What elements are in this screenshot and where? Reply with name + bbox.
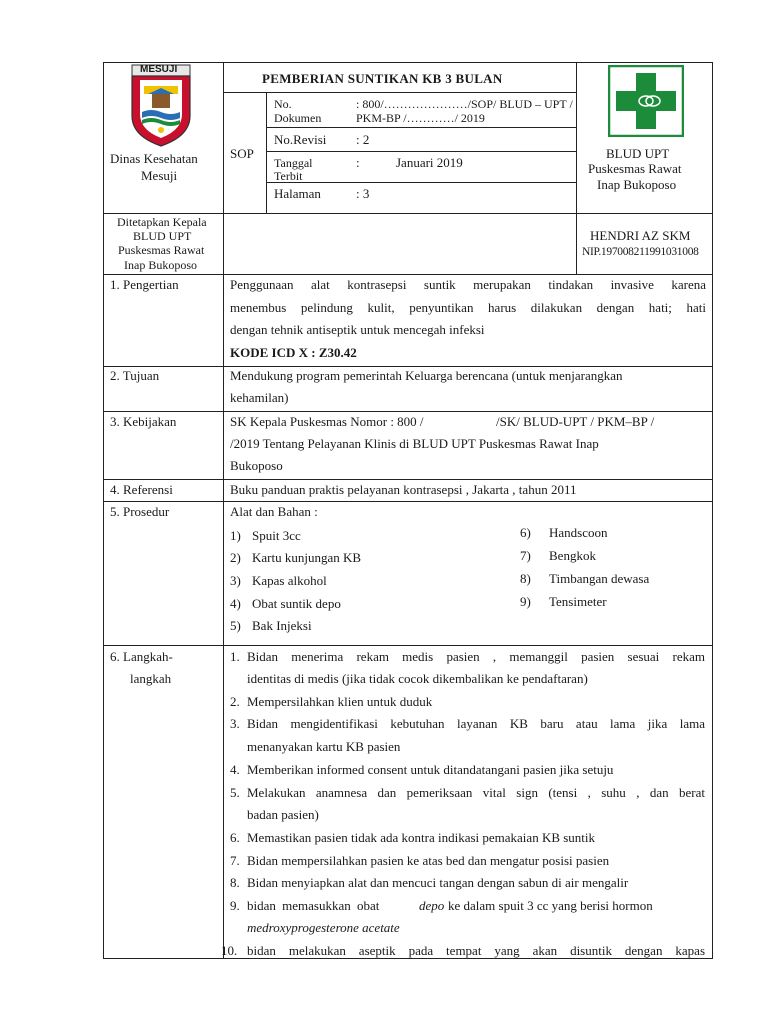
header-divider <box>223 92 576 93</box>
tanggal-label: Tanggal <box>274 156 313 170</box>
tool-item: Tensimeter <box>549 594 607 609</box>
step-text: Bidan mengidentifikasi kebutuhan layanan KB baru atau lama jika lama <box>247 716 705 731</box>
step-text: Bidan menerima rekam medis pasien , memanggil pasien sesuai rekam <box>247 649 705 664</box>
pengertian-text-line: dengan tehnik antiseptik untuk mencegah infeksi <box>230 322 485 337</box>
tanggal-value: Januari 2019 <box>396 155 463 170</box>
step-number: 9. <box>230 898 240 913</box>
step-number: 8. <box>230 875 240 890</box>
step-text: Memberikan informed consent untuk ditandatangani pasien jika setuju <box>247 762 614 777</box>
revisi-value: : 2 <box>356 132 370 147</box>
doc-no-label-2: Dokumen <box>274 111 322 125</box>
org-name-line2: Puskesmas Rawat <box>588 161 682 176</box>
ditetapkan-line4: Inap Bukoposo <box>124 258 197 272</box>
step-number: 1. <box>230 649 240 664</box>
tool-item: Handscoon <box>549 525 608 540</box>
step-number: 3. <box>230 716 240 731</box>
step-text: Bidan mempersilahkan pasien ke atas bed dan mengatur posisi pasien <box>247 853 610 868</box>
row-divider <box>103 213 713 214</box>
tool-item: Bengkok <box>549 548 596 563</box>
step-text: Bidan menyiapkan alat dan mencuci tangan dengan sabun di air mengalir <box>247 875 629 890</box>
tool-num: 6) <box>520 525 531 540</box>
kebijakan-text-part: SK Kepala Puskesmas Nomor : 800 / <box>230 414 424 429</box>
step-number: 6. <box>230 830 240 845</box>
org-name-line1: BLUD UPT <box>606 146 670 161</box>
tool-num: 9) <box>520 594 531 609</box>
ditetapkan-line1: Ditetapkan Kepala <box>117 215 207 229</box>
official-nip: NIP.197008211991031008 <box>582 246 699 258</box>
step-text: badan pasien) <box>247 807 319 822</box>
step-text-part: bidan memasukkan obat <box>247 898 380 913</box>
step-text: identitas di medis (jika tidak cocok dikembalikan ke pendaftaran) <box>247 671 588 686</box>
row-divider <box>266 127 576 128</box>
step-text: bidan melakukan aseptik pada tempat yang akan disuntik dengan kapas <box>247 943 705 958</box>
revisi-label: No.Revisi <box>274 132 327 147</box>
dept-name-line1: Dinas Kesehatan <box>110 151 198 166</box>
row-divider <box>103 479 713 480</box>
kebijakan-text-line: Bukoposo <box>230 458 283 473</box>
row-divider <box>103 366 713 367</box>
tool-item: Bak Injeksi <box>252 618 312 633</box>
tanggal-colon: : <box>356 155 360 170</box>
tool-num: 7) <box>520 548 531 563</box>
section-label-prosedur: 5. Prosedur <box>110 504 170 519</box>
tool-num: 5) <box>230 618 241 633</box>
step-number: 7. <box>230 853 240 868</box>
step-number: 5. <box>230 785 240 800</box>
tool-item: Obat suntik depo <box>252 596 341 611</box>
table-border-top <box>103 62 713 63</box>
pengertian-text-line: menembus pelindung kulit, penyuntikan harus dilakukan dengan hati; hati <box>230 300 706 315</box>
step-text: Melakukan anamnesa dan pemeriksaan vital sign (tensi , suhu , dan berat <box>247 785 705 800</box>
step-text: menanyakan kartu KB pasien <box>247 739 401 754</box>
tanggal-label-2: Terbit <box>274 169 303 183</box>
document-title: PEMBERIAN SUNTIKAN KB 3 BULAN <box>262 71 503 86</box>
step-number: 4. <box>230 762 240 777</box>
referensi-text-line: Buku panduan praktis pelayanan kontrasepsi , Jakarta , tahun 2011 <box>230 482 577 497</box>
sop-label: SOP <box>230 146 254 161</box>
tujuan-text-line: Mendukung program pemerintah Keluarga berencana (untuk menjarangkan <box>230 368 623 383</box>
step-text: Mempersilahkan klien untuk duduk <box>247 694 433 709</box>
doc-no-label: No. <box>274 97 292 111</box>
section-label-kebijakan: 3. Kebijakan <box>110 414 177 429</box>
section-label-tujuan: 2. Tujuan <box>110 368 160 383</box>
puskesmas-cross-icon <box>608 65 684 137</box>
dept-name-line2: Mesuji <box>141 168 178 183</box>
kebijakan-text-line: /2019 Tentang Pelayanan Klinis di BLUD UPT Puskesmas Rawat Inap <box>230 436 599 451</box>
step-number: 2. <box>230 694 240 709</box>
step-text-italic: depo <box>419 898 445 913</box>
icd-code: KODE ICD X : Z30.42 <box>230 345 357 360</box>
tujuan-text-line: kehamilan) <box>230 390 289 405</box>
halaman-value: : 3 <box>356 186 370 201</box>
step-text: Memastikan pasien tidak ada kontra indikasi pemakaian KB suntik <box>247 830 596 845</box>
logo-text: MESUJI <box>140 64 178 75</box>
row-divider <box>266 151 576 152</box>
tool-item: Spuit 3cc <box>252 528 301 543</box>
table-border-right <box>712 62 713 959</box>
tool-item: Kapas alkohol <box>252 573 327 588</box>
section-label-langkah: 6. Langkah- <box>110 649 173 664</box>
halaman-label: Halaman <box>274 186 321 201</box>
org-name-line3: Inap Bukoposo <box>597 177 677 192</box>
pengertian-text-line: Penggunaan alat kontrasepsi suntik merupakan tindakan invasive karena <box>230 277 706 292</box>
tool-item: Timbangan dewasa <box>549 571 650 586</box>
step-number: 10. <box>221 943 238 958</box>
section-label-referensi: 4. Referensi <box>110 482 173 497</box>
section-label-langkah-2: langkah <box>130 671 172 686</box>
doc-no-value-2: PKM-BP /…………/ 2019 <box>356 111 485 125</box>
ditetapkan-line3: Puskesmas Rawat <box>118 243 205 257</box>
doc-no-value: : 800/…………………/SOP/ BLUD – UPT / <box>356 97 573 111</box>
official-name: HENDRI AZ SKM <box>590 228 691 243</box>
col-divider <box>266 92 267 213</box>
tool-num: 2) <box>230 550 241 565</box>
kebijakan-text-part: /SK/ BLUD-UPT / PKM–BP / <box>496 414 655 429</box>
step-text-italic: medroxyprogesterone acetate <box>247 920 400 935</box>
tool-num: 4) <box>230 596 241 611</box>
ditetapkan-line2: BLUD UPT <box>133 229 192 243</box>
step-text-part: ke dalam spuit 3 cc yang berisi hormon <box>448 898 653 913</box>
row-divider <box>103 645 713 646</box>
col-divider <box>576 62 577 274</box>
tool-num: 3) <box>230 573 241 588</box>
tool-num: 8) <box>520 571 531 586</box>
col-divider <box>223 62 224 959</box>
tool-num: 1) <box>230 528 241 543</box>
row-divider <box>103 274 713 275</box>
row-divider <box>266 182 576 183</box>
table-border-left <box>103 62 104 959</box>
row-divider <box>103 411 713 412</box>
row-divider <box>103 501 713 502</box>
tool-item: Kartu kunjungan KB <box>252 550 362 565</box>
mesuji-logo <box>126 64 196 148</box>
section-label-pengertian: 1. Pengertian <box>110 277 179 292</box>
prosedur-heading: Alat dan Bahan : <box>230 504 318 519</box>
